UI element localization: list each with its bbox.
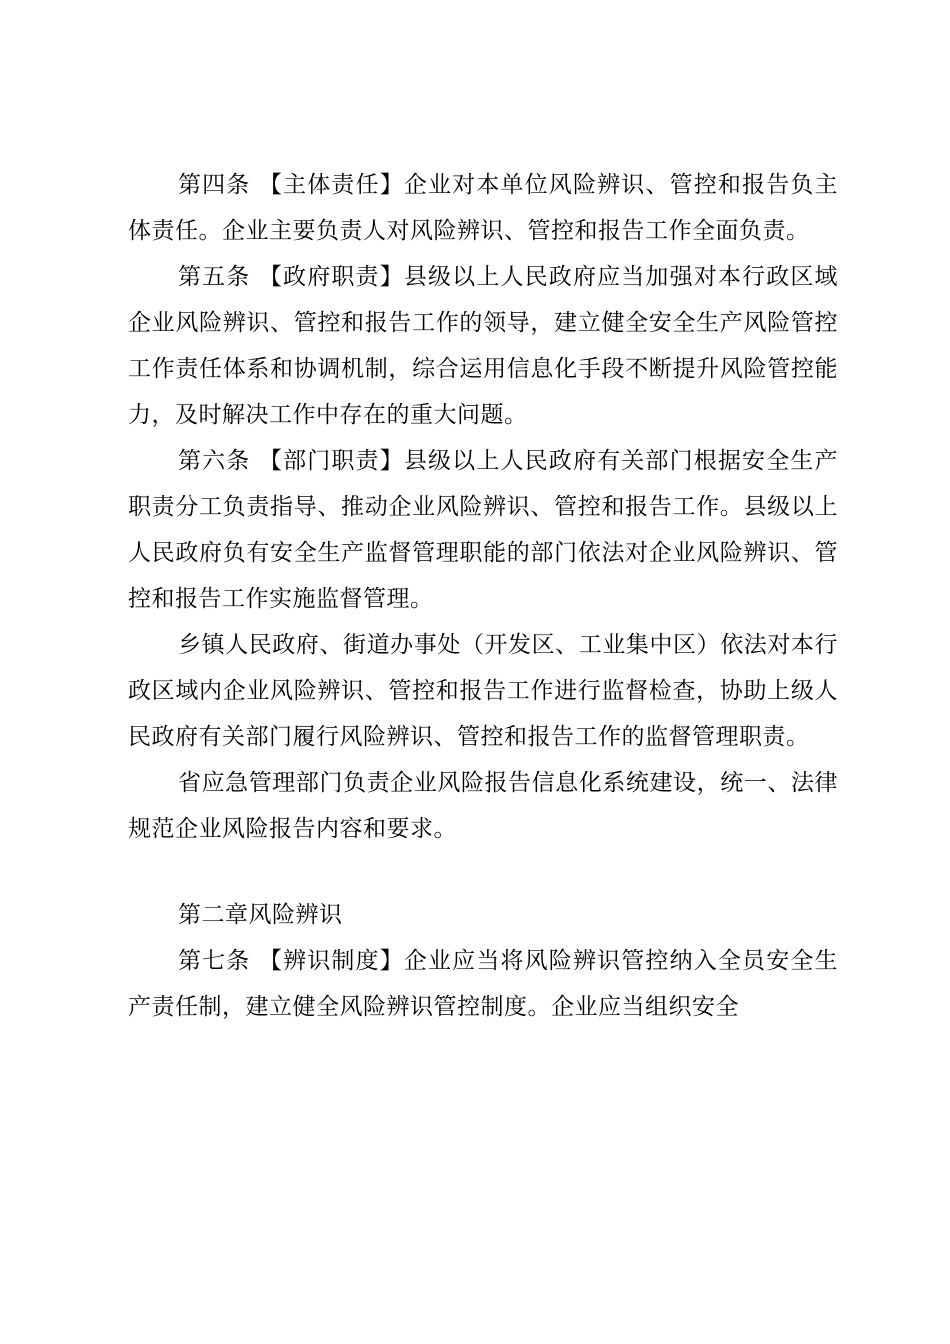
chapter-spacer: [128, 852, 838, 892]
article-4-paragraph: 第四条 【主体责任】企业对本单位风险辨识、管控和报告负主体责任。企业主要负责人对风险辨识、管控和报告工作全面负责。: [128, 172, 838, 244]
article-6-paragraph: 第六条 【部门职责】县级以上人民政府有关部门根据安全生产职责分工负责指导、推动企业风险辨识、管控和报告工作。县级以上人民政府负有安全生产监督管理职能的部门依法对企业风险辨识、管控和报告工作实施监督管理。: [128, 448, 838, 612]
article-7-paragraph: 第七条 【辨识制度】企业应当将风险辨识管控纳入全员安全生产责任制，建立健全风险辨识管控制度。企业应当组织安全: [128, 948, 838, 1020]
township-duty-paragraph: 乡镇人民政府、街道办事处（开发区、工业集中区）依法对本行政区域内企业风险辨识、管控和报告工作进行监督检查，协助上级人民政府有关部门履行风险辨识、管控和报告工作的监督管理职责。: [128, 632, 838, 750]
chapter-title: 第二章风险辨识: [178, 902, 343, 928]
article-5-paragraph: 第五条 【政府职责】县级以上人民政府应当加强对本行政区域企业风险辨识、管控和报告工作的领导，建立健全安全生产风险管控工作责任体系和协调机制，综合运用信息化手段不断提升风险管控能力，及时解决工作中存在的重大问题。: [128, 264, 838, 428]
document-body: [128, 162, 838, 1030]
provincial-duty-paragraph: 省应急管理部门负责企业风险报告信息化系统建设，统一、法律规范企业风险报告内容和要求。: [128, 770, 838, 842]
